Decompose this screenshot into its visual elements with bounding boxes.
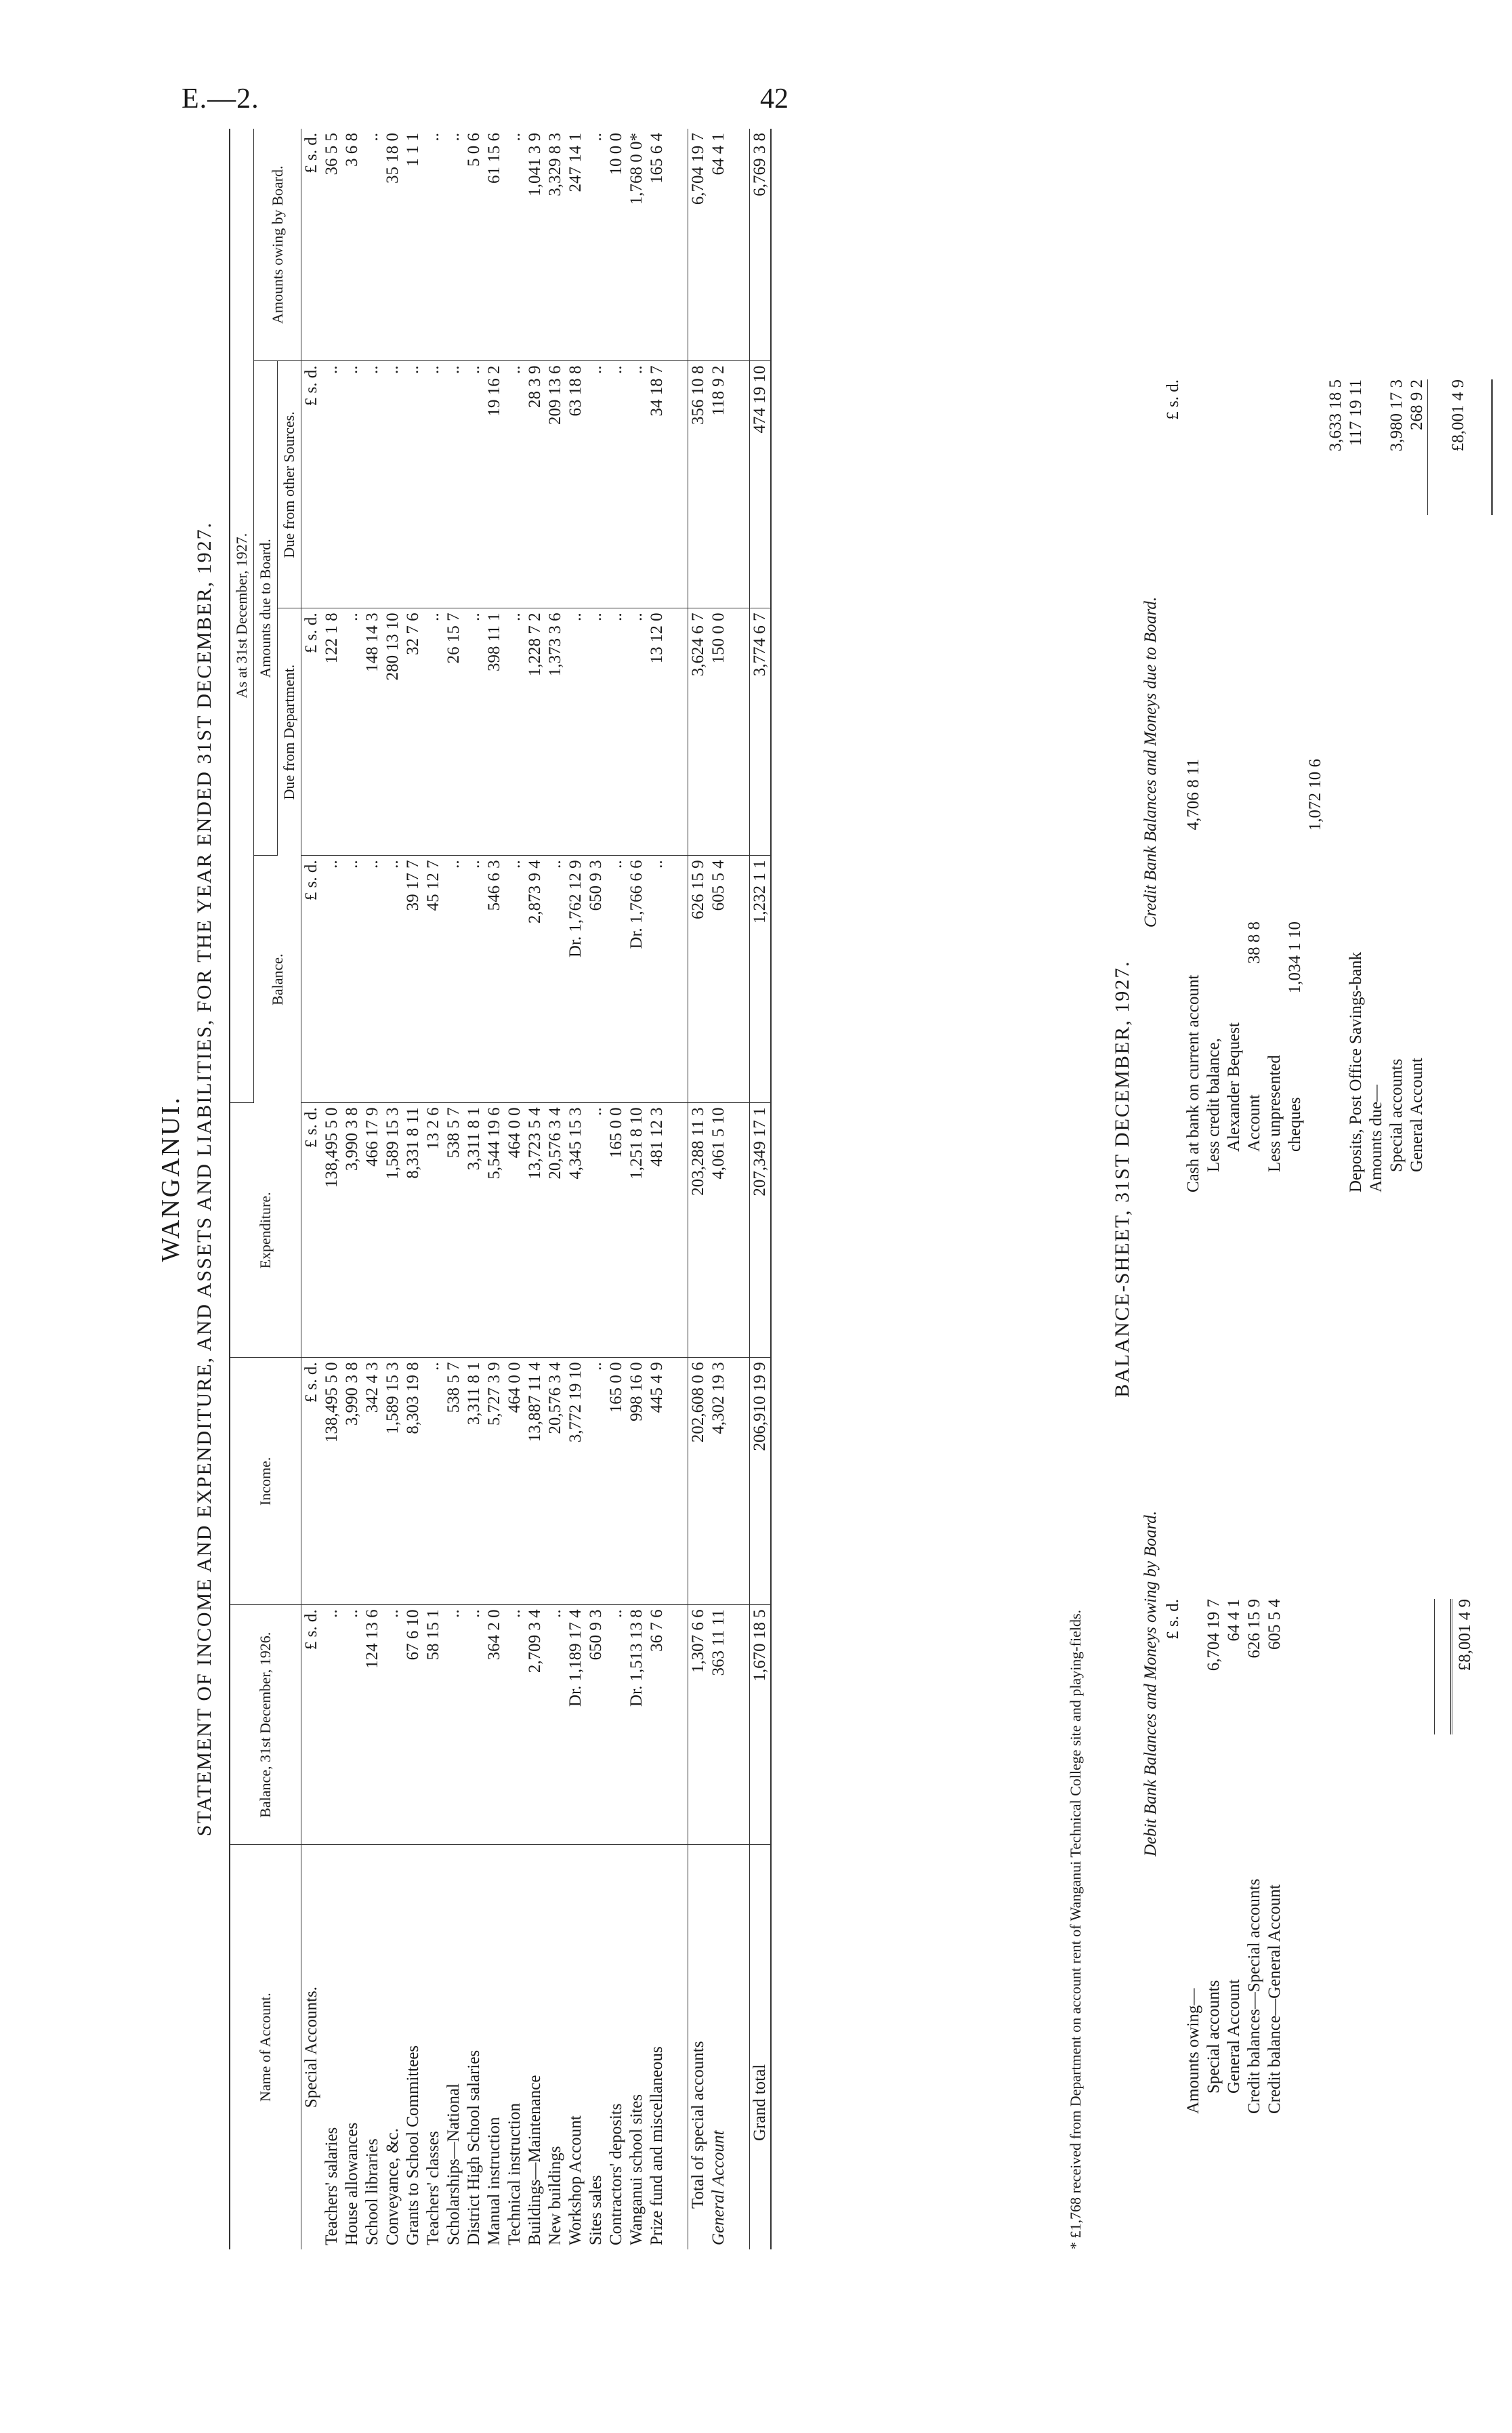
amount-cell: 32 7 6 <box>403 608 423 856</box>
amount-cell: 445 4 9 <box>647 1358 667 1605</box>
amount-cell: 1,670 18 5 <box>750 1605 772 1845</box>
spacer-row <box>667 129 688 2249</box>
table-row <box>383 129 403 2249</box>
amount-cell: .. <box>322 361 342 608</box>
amount-cell: 2,873 9 4 <box>525 856 545 1103</box>
amount-cell: 1,589 15 3 <box>383 1358 403 1605</box>
amount-cell: .. <box>423 1358 444 1605</box>
amount-cell: 165 0 0 <box>606 1103 627 1358</box>
amount-cell: 58 15 1 <box>423 1605 444 1845</box>
col-balance-1926: Balance, 31st December, 1926. <box>230 1605 301 1845</box>
amount-cell: .. <box>403 361 423 608</box>
amount-cell: 203,288 11 3 <box>688 1103 709 1358</box>
amount-cell: .. <box>383 856 403 1103</box>
table-row <box>484 129 505 2249</box>
amount-cell: 3,311 8 1 <box>464 1103 484 1358</box>
units-cell: £ s. d. <box>301 1358 322 1605</box>
amounts-due-label: Amounts due— <box>1367 1084 1385 1192</box>
amount-cell: 207,349 17 1 <box>750 1103 772 1358</box>
account-name: Total of special accounts <box>688 1845 709 2249</box>
account-label: Account <box>1245 1094 1263 1152</box>
amount-cell: .. <box>586 1358 606 1605</box>
amount-cell: 538 5 7 <box>444 1358 464 1605</box>
amount-cell: .. <box>545 1605 566 1845</box>
units-cell: £ s. d. <box>301 1605 322 1845</box>
amount-cell: 466 17 9 <box>362 1103 383 1358</box>
amount-cell: .. <box>586 608 606 856</box>
due-special-label: Special accounts <box>1387 1058 1406 1172</box>
account-name: Grants to School Committees <box>404 2045 422 2245</box>
amount-cell: 206,910 19 9 <box>750 1358 772 1605</box>
col-due-other: Due from other Sources. <box>278 361 301 608</box>
deposits-label: Deposits, Post Office Savings-bank <box>1347 951 1365 1192</box>
table-row <box>322 129 342 2249</box>
amount-cell: 36 5 5 <box>322 129 342 361</box>
due-special-amount: 3,980 17 3 <box>1387 379 1406 452</box>
amount-cell: .. <box>545 856 566 1103</box>
special-accounts-amount: 6,704 19 7 <box>1204 1599 1223 1671</box>
account-name: Workshop Account <box>566 2115 585 2245</box>
col-owing: Amounts owing by Board. <box>254 129 301 361</box>
cash-at-bank-amount: 4,706 8 11 <box>1184 759 1202 831</box>
amount-cell: 10 0 0 <box>606 129 627 361</box>
amount-cell: .. <box>505 361 525 608</box>
amount-cell: 2,709 3 4 <box>525 1605 545 1845</box>
table-row <box>586 129 606 2249</box>
units-row <box>301 129 322 2249</box>
account-name: Prize fund and miscellaneous <box>648 2046 666 2245</box>
amount-cell: 20,576 3 4 <box>545 1358 566 1605</box>
amount-cell: 150 0 0 <box>709 608 729 856</box>
amount-cell: 6,769 3 8 <box>750 129 772 361</box>
col-balance: Balance. <box>254 856 301 1103</box>
amount-cell: 19 16 2 <box>484 361 505 608</box>
amount-cell: .. <box>444 361 464 608</box>
table-row <box>423 129 444 2249</box>
debit-total: £8,001 4 9 <box>1456 1599 1474 1671</box>
amount-cell: .. <box>342 856 362 1103</box>
amount-cell: 118 9 2 <box>709 361 729 608</box>
alexander-label: Alexander Bequest <box>1225 1022 1243 1152</box>
amount-cell: 4,302 19 3 <box>709 1358 729 1605</box>
amount-cell: .. <box>383 361 403 608</box>
amount-cell: 13,887 11 4 <box>525 1358 545 1605</box>
amount-cell: 124 13 6 <box>362 1605 383 1845</box>
amount-cell: 464 0 0 <box>505 1358 525 1605</box>
amount-cell: .. <box>444 129 464 361</box>
account-name: Sites sales <box>587 2175 605 2245</box>
amount-cell: 8,331 8 11 <box>403 1103 423 1358</box>
page-ref: E.—2. <box>182 83 259 115</box>
table-row <box>647 129 667 2249</box>
amount-cell: .. <box>342 361 362 608</box>
amount-cell: 247 14 1 <box>566 129 586 361</box>
amount-cell: 3,311 8 1 <box>464 1358 484 1605</box>
units-cell: £ s. d. <box>301 1103 322 1358</box>
amount-cell: 202,608 0 6 <box>688 1358 709 1605</box>
account-name: Buildings—Maintenance <box>526 2075 544 2245</box>
col-amounts-due: Amounts due to Board. <box>254 361 278 856</box>
amount-cell: .. <box>647 856 667 1103</box>
amount-cell: .. <box>464 608 484 856</box>
amount-cell: .. <box>423 361 444 608</box>
account-name: House allowances <box>343 2122 361 2245</box>
cash-at-bank-label: Cash at bank on current account <box>1184 974 1202 1192</box>
amount-cell: 5,727 3 9 <box>484 1358 505 1605</box>
account-name: District High School salaries <box>465 2050 483 2245</box>
amount-cell: 3,624 6 7 <box>688 608 709 856</box>
col-expenditure: Expenditure. <box>230 1103 301 1358</box>
amounts-owing-label: Amounts owing— <box>1184 1988 1202 2114</box>
debit-units: £ s. d. <box>1164 1599 1182 1640</box>
account-name: Scholarships—National <box>444 2083 463 2245</box>
amount-cell: 1,307 6 6 <box>688 1605 709 1845</box>
amount-cell: 356 10 8 <box>688 361 709 608</box>
amount-cell: 20,576 3 4 <box>545 1103 566 1358</box>
amount-cell: .. <box>606 361 627 608</box>
amount-cell: 1,228 7 2 <box>525 608 545 856</box>
amount-cell: .. <box>505 608 525 856</box>
table-row <box>545 129 566 2249</box>
amount-cell: 398 11 1 <box>484 608 505 856</box>
amount-cell: 26 15 7 <box>444 608 464 856</box>
amount-cell: 165 6 4 <box>647 129 667 361</box>
amount-cell: .. <box>362 129 383 361</box>
account-name: School libraries <box>363 2138 381 2245</box>
amount-cell: .. <box>505 856 525 1103</box>
amount-cell: 280 13 10 <box>383 608 403 856</box>
less-unpresented-label: Less unpresented <box>1265 1055 1284 1172</box>
amount-cell: 13 12 0 <box>647 608 667 856</box>
amount-cell: .. <box>505 1605 525 1845</box>
table-row <box>362 129 383 2249</box>
amount-cell: 3,329 8 3 <box>545 129 566 361</box>
amount-cell: Dr. 1,513 13 8 <box>627 1605 647 1845</box>
col-income: Income. <box>230 1358 301 1605</box>
amount-cell: .. <box>586 129 606 361</box>
general-account-label: General Account <box>1225 1979 1243 2094</box>
section-label: Special Accounts. <box>302 1987 320 2108</box>
amount-cell: 5,544 19 6 <box>484 1103 505 1358</box>
balance-sheet-debit <box>1141 1253 1475 2114</box>
footnote: * £1,768 received from Department on account rent of Wanganui Technical College site and playing-fields. <box>1067 1609 1084 2249</box>
amount-cell: 13,723 5 4 <box>525 1103 545 1358</box>
col-name: Name of Account. <box>230 1845 301 2249</box>
account-name: Teachers' classes <box>424 2131 442 2245</box>
amount-cell: .. <box>464 1605 484 1845</box>
amount-cell: 138,495 5 0 <box>322 1358 342 1605</box>
amount-cell: 464 0 0 <box>505 1103 525 1358</box>
amount-cell: 4,061 5 10 <box>709 1103 729 1358</box>
statement-table <box>229 129 772 2249</box>
page-number: 42 <box>760 83 789 115</box>
amount-cell: .. <box>444 1605 464 1845</box>
amount-cell: 39 17 7 <box>403 856 423 1103</box>
amount-cell: 8,303 19 8 <box>403 1358 423 1605</box>
amount-cell: .. <box>342 1605 362 1845</box>
table-row <box>627 129 647 2249</box>
amount-cell: 342 4 3 <box>362 1358 383 1605</box>
amount-cell: 138,495 5 0 <box>322 1103 342 1358</box>
table-row <box>464 129 484 2249</box>
units-cell: £ s. d. <box>301 129 322 361</box>
amount-cell: 35 18 0 <box>383 129 403 361</box>
amount-cell: 61 15 6 <box>484 129 505 361</box>
amount-cell: 209 13 6 <box>545 361 566 608</box>
amount-cell: 998 16 0 <box>627 1358 647 1605</box>
amount-cell: .. <box>362 361 383 608</box>
amount-cell: Dr. 1,762 12 9 <box>566 856 586 1103</box>
amount-cell: 1,251 8 10 <box>627 1103 647 1358</box>
account-name: New buildings <box>546 2146 564 2245</box>
amount-cell: 64 4 1 <box>709 129 729 361</box>
cheques-amount: 1,034 1 10 <box>1286 921 1304 994</box>
amount-cell: 1,768 0 0* <box>627 129 647 361</box>
amount-cell: 1,232 1 1 <box>750 856 772 1103</box>
amount-cell: 3,990 3 8 <box>342 1358 362 1605</box>
table-row <box>342 129 362 2249</box>
due-general-label: General Account <box>1408 1058 1426 1172</box>
amount-cell: Dr. 1,766 6 6 <box>627 856 647 1103</box>
amount-cell: 5 0 6 <box>464 129 484 361</box>
table-row <box>403 129 423 2249</box>
account-name: Contractors' deposits <box>607 2103 625 2245</box>
amount-cell: 3,772 19 10 <box>566 1358 586 1605</box>
amount-cell: .. <box>566 608 586 856</box>
table-row <box>566 129 586 2249</box>
amount-cell: .. <box>444 856 464 1103</box>
amount-cell: 1,373 3 6 <box>545 608 566 856</box>
account-name: Manual instruction <box>485 2117 503 2245</box>
amount-cell: 650 9 3 <box>586 856 606 1103</box>
amount-cell: 34 18 7 <box>647 361 667 608</box>
deposits-amount: 117 19 11 <box>1347 379 1365 446</box>
balance-sheet-title: BALANCE-SHEET, 31ST DECEMBER, 1927. <box>1111 960 1133 1398</box>
amount-cell: 650 9 3 <box>586 1605 606 1845</box>
table-row <box>606 129 627 2249</box>
amount-cell: 538 5 7 <box>444 1103 464 1358</box>
debit-title: Debit Bank Balances and Moneys owing by Board. <box>1141 1510 1160 1857</box>
amount-cell: 1,589 15 3 <box>383 1103 403 1358</box>
amount-cell: 363 11 11 <box>709 1605 729 1845</box>
amount-cell: .. <box>322 1605 342 1845</box>
amount-cell: .. <box>383 1605 403 1845</box>
table-row <box>444 129 464 2249</box>
table-row <box>505 129 525 2249</box>
amount-cell: .. <box>606 608 627 856</box>
account-name: Wanganui school sites <box>627 2094 646 2245</box>
amount-cell: 3,774 6 7 <box>750 608 772 856</box>
credit-special-amount: 626 15 9 <box>1245 1599 1263 1659</box>
amount-cell: 36 7 6 <box>647 1605 667 1845</box>
credit-special-label: Credit balances—Special accounts <box>1245 1878 1263 2114</box>
general-account-amount: 64 4 1 <box>1225 1599 1243 1642</box>
credit-title: Credit Bank Balances and Moneys due to Board. <box>1141 596 1160 928</box>
units-cell: £ s. d. <box>301 608 322 856</box>
balance-sheet-credit <box>1141 332 1469 1192</box>
amount-cell: .. <box>627 361 647 608</box>
amount-cell: .. <box>606 1605 627 1845</box>
account-name: Conveyance, &c. <box>383 2128 402 2245</box>
table-row <box>750 129 772 2249</box>
amount-cell: 6,704 19 7 <box>688 129 709 361</box>
amount-cell: .. <box>464 361 484 608</box>
amount-cell: 148 14 3 <box>362 608 383 856</box>
amount-cell: 1,041 3 9 <box>525 129 545 361</box>
amount-cell: 165 0 0 <box>606 1358 627 1605</box>
table-row <box>525 129 545 2249</box>
amount-cell: 13 2 6 <box>423 1103 444 1358</box>
amount-cell: .. <box>586 1103 606 1358</box>
units-cell: £ s. d. <box>301 856 322 1103</box>
amount-cell: 605 5 4 <box>709 856 729 1103</box>
amount-cell: 3,990 3 8 <box>342 1103 362 1358</box>
amount-cell: .. <box>423 608 444 856</box>
spacer-row <box>729 129 750 2249</box>
amount-cell: .. <box>362 856 383 1103</box>
amount-cell: 67 6 10 <box>403 1605 423 1845</box>
col-as-at: As at 31st December, 1927. <box>230 129 254 1103</box>
special-accounts-label: Special accounts <box>1204 1980 1223 2094</box>
amount-cell: .. <box>322 856 342 1103</box>
amount-cell: .. <box>423 129 444 361</box>
district-title: WANGANUI. <box>156 1096 185 1262</box>
rotated-sheet <box>156 108 1474 2249</box>
cheques-label: cheques <box>1286 1097 1304 1152</box>
table-row <box>688 129 709 2249</box>
less-credit-label: Less credit balance, <box>1204 1038 1223 1172</box>
account-name: General Account <box>709 2130 728 2245</box>
amount-cell: 4,345 15 3 <box>566 1103 586 1358</box>
amount-cell: .. <box>342 608 362 856</box>
credit-units: £ s. d. <box>1164 379 1182 420</box>
statement-title: STATEMENT OF INCOME AND EXPENDITURE, AND ASSETS AND LIABILITIES, FOR THE YEAR ENDED 31ST DECEMBER, 1927. <box>193 521 215 1837</box>
credit-general-label: Credit balance—General Account <box>1265 1884 1284 2114</box>
table-row <box>709 129 729 2249</box>
amount-cell: 474 19 10 <box>750 361 772 608</box>
amount-cell: .. <box>606 856 627 1103</box>
amount-cell: 364 2 0 <box>484 1605 505 1845</box>
alexander-amount: 38 8 8 <box>1245 921 1263 964</box>
units-cell: £ s. d. <box>301 361 322 608</box>
amount-cell: 28 3 9 <box>525 361 545 608</box>
net-deduction-amount: 1,072 10 6 <box>1306 759 1324 831</box>
amount-cell: 45 12 7 <box>423 856 444 1103</box>
amount-cell: 3 6 8 <box>342 129 362 361</box>
amount-cell: 481 12 3 <box>647 1103 667 1358</box>
due-general-amount: 268 9 2 <box>1408 379 1426 430</box>
net-cash-amount: 3,633 18 5 <box>1326 379 1345 452</box>
account-name: Technical instruction <box>505 2103 524 2245</box>
amount-cell: 626 15 9 <box>688 856 709 1103</box>
account-name: Teachers' salaries <box>322 2127 341 2245</box>
amount-cell: .. <box>464 856 484 1103</box>
amount-cell: .. <box>627 608 647 856</box>
col-due-department: Due from Department. <box>278 608 301 856</box>
credit-general-amount: 605 5 4 <box>1265 1599 1284 1650</box>
amount-cell: 63 18 8 <box>566 361 586 608</box>
credit-total: £8,001 4 9 <box>1449 379 1467 452</box>
amount-cell: 122 1 8 <box>322 608 342 856</box>
amount-cell: Dr. 1,189 17 4 <box>566 1605 586 1845</box>
amount-cell: 546 6 3 <box>484 856 505 1103</box>
account-name: Grand total <box>750 1845 772 2249</box>
amount-cell: .. <box>586 361 606 608</box>
amount-cell: 1 1 1 <box>403 129 423 361</box>
amount-cell: .. <box>505 129 525 361</box>
